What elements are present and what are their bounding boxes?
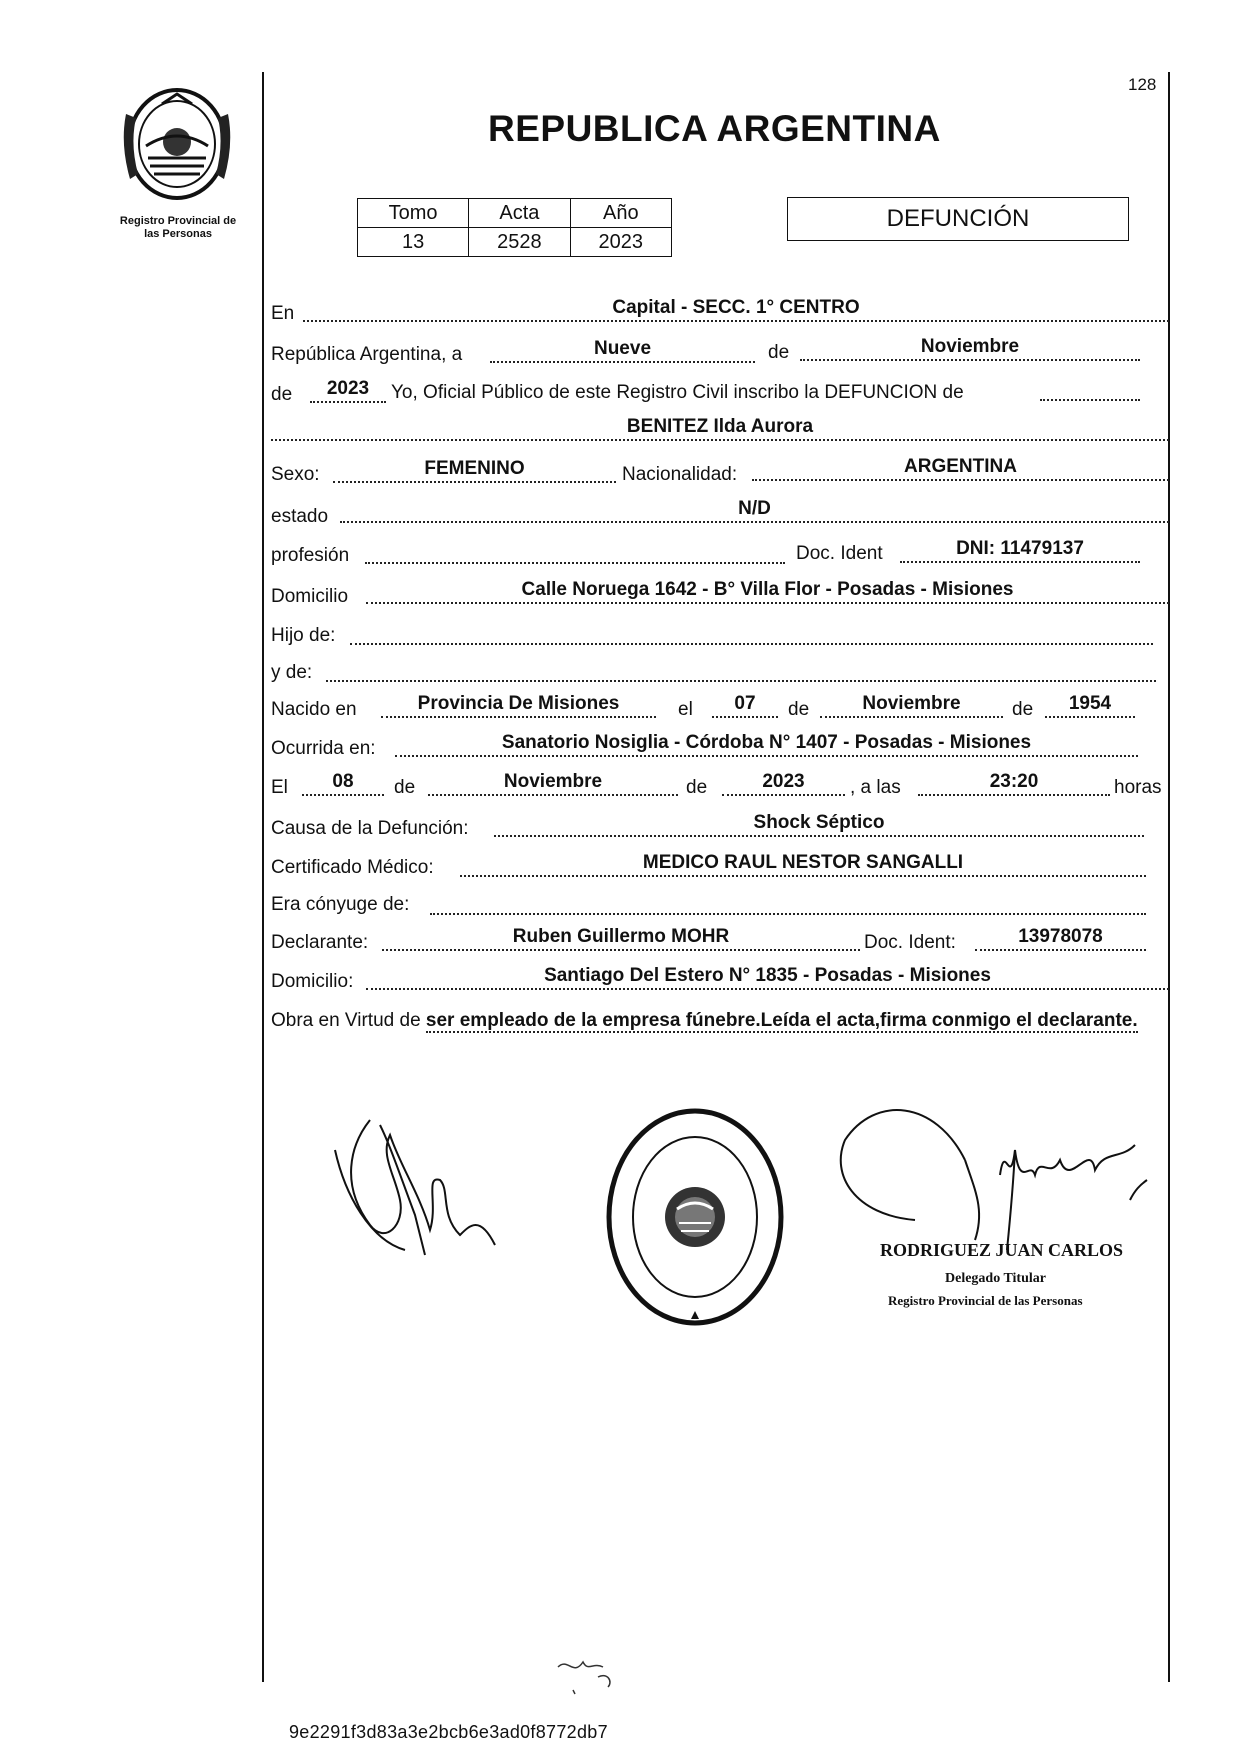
header-acta: Acta xyxy=(469,199,570,228)
label-doc-ident-2: Doc. Ident: xyxy=(864,932,956,953)
label-el-birth: el xyxy=(678,699,693,720)
field-death-year: 2023 xyxy=(722,770,845,796)
field-address: Calle Noruega 1642 - B° Villa Flor - Posadas - Misiones xyxy=(366,578,1169,604)
value-tomo: 13 xyxy=(358,228,469,257)
record-table xyxy=(357,198,672,257)
registry-caption-line1: Registro Provincial de xyxy=(119,215,237,227)
registry-caption-line2: las Personas xyxy=(144,228,212,240)
label-y-de: y de: xyxy=(271,662,313,683)
field-civil-status: N/D xyxy=(340,497,1169,523)
field-nationality: ARGENTINA xyxy=(752,455,1169,481)
label-nacionalidad: Nacionalidad: xyxy=(622,464,738,485)
label-nacido-en: Nacido en xyxy=(271,699,357,720)
label-de-year: de xyxy=(271,384,293,405)
label-oficial: Yo, Oficial Público de este Registro Civil inscribo la DEFUNCION de xyxy=(391,382,964,403)
label-de-death-month: de xyxy=(394,777,416,798)
field-death-time: 23:20 xyxy=(918,770,1110,796)
label-de-death-year: de xyxy=(686,777,708,798)
field-profession xyxy=(365,538,785,564)
label-de-birth-month: de xyxy=(788,699,810,720)
label-horas: horas xyxy=(1114,777,1162,798)
label-profesion: profesión xyxy=(271,545,350,566)
field-spouse xyxy=(430,889,1146,915)
value-acta: 2528 xyxy=(469,228,570,257)
official-role: Delegado Titular xyxy=(945,1271,1046,1286)
field-doctor: MEDICO RAUL NESTOR SANGALLI xyxy=(460,851,1146,877)
label-republica: República Argentina, a xyxy=(271,344,463,365)
field-document: DNI: 11479137 xyxy=(900,537,1140,563)
field-month-word: Noviembre xyxy=(800,335,1140,361)
official-name: RODRIGUEZ JUAN CARLOS xyxy=(880,1240,1124,1260)
field-death-month: Noviembre xyxy=(428,770,678,796)
label-certificado: Certificado Médico: xyxy=(271,857,434,878)
reason-paragraph xyxy=(271,1006,1166,1036)
field-cause: Shock Séptico xyxy=(494,811,1144,837)
label-estado: estado xyxy=(271,506,329,527)
field-father xyxy=(350,619,1153,645)
label-causa: Causa de la Defunción: xyxy=(271,818,469,839)
record-type-box: DEFUNCIÓN xyxy=(787,197,1129,241)
field-birth-place: Provincia De Misiones xyxy=(381,692,656,718)
label-domicilio: Domicilio xyxy=(271,586,349,607)
field-death-day: 08 xyxy=(302,770,384,796)
field-year: 2023 xyxy=(310,377,386,403)
field-deceased-name: BENITEZ Ilda Aurora xyxy=(271,415,1169,441)
stamp-emblem xyxy=(665,1187,725,1247)
header-tomo: Tomo xyxy=(358,199,469,228)
field-birth-month: Noviembre xyxy=(820,692,1003,718)
field-death-place: Sanatorio Nosiglia - Córdoba N° 1407 - Posadas - Misiones xyxy=(395,731,1138,757)
label-el-death: El xyxy=(271,777,288,798)
field-day-word: Nueve xyxy=(490,337,755,363)
document-hash: 9e2291f3d83a3e2bcb6e3ad0f8772db7 xyxy=(289,1722,608,1742)
field-declarant-address: Santiago Del Estero N° 1835 - Posadas - Misiones xyxy=(366,964,1169,990)
field-declarant: Ruben Guillermo MOHR xyxy=(382,925,860,951)
label-obra: Obra en Virtud de xyxy=(271,1010,421,1031)
page-number: 128 xyxy=(1128,75,1157,94)
field-birth-day: 07 xyxy=(712,692,778,718)
province-seal xyxy=(118,84,236,204)
document-title: REPUBLICA ARGENTINA xyxy=(488,108,941,149)
label-ocurrida-en: Ocurrida en: xyxy=(271,738,376,759)
label-doc-ident: Doc. Ident xyxy=(796,543,883,564)
field-name-lead xyxy=(1040,375,1140,401)
left-margin-line xyxy=(262,72,264,1682)
label-a-las: , a las xyxy=(850,777,901,798)
field-place: Capital - SECC. 1° CENTRO xyxy=(303,296,1169,322)
label-declarante: Declarante: xyxy=(271,932,369,953)
field-sex: FEMENINO xyxy=(333,457,616,483)
field-reason: ser empleado de la empresa fúnebre.Leída el acta,firma conmigo el declarante. xyxy=(425,1010,1138,1031)
header-ano: Año xyxy=(570,199,671,228)
initials-scribble xyxy=(553,1652,623,1697)
official-office: Registro Provincial de las Personas xyxy=(888,1293,1083,1308)
label-de-birth-year: de xyxy=(1012,699,1034,720)
field-birth-year: 1954 xyxy=(1045,692,1135,718)
label-conyuge: Era cónyuge de: xyxy=(271,894,410,915)
label-sexo: Sexo: xyxy=(271,464,320,485)
field-declarant-doc: 13978078 xyxy=(975,925,1146,951)
label-de-month: de xyxy=(768,342,790,363)
value-ano: 2023 xyxy=(570,228,671,257)
field-mother xyxy=(326,656,1156,682)
declarant-signature xyxy=(330,1105,510,1265)
label-hijo-de: Hijo de: xyxy=(271,625,336,646)
registry-caption xyxy=(98,215,258,241)
official-stamp xyxy=(603,1105,787,1330)
label-en: En xyxy=(271,303,295,324)
label-domicilio-2: Domicilio: xyxy=(271,971,354,992)
